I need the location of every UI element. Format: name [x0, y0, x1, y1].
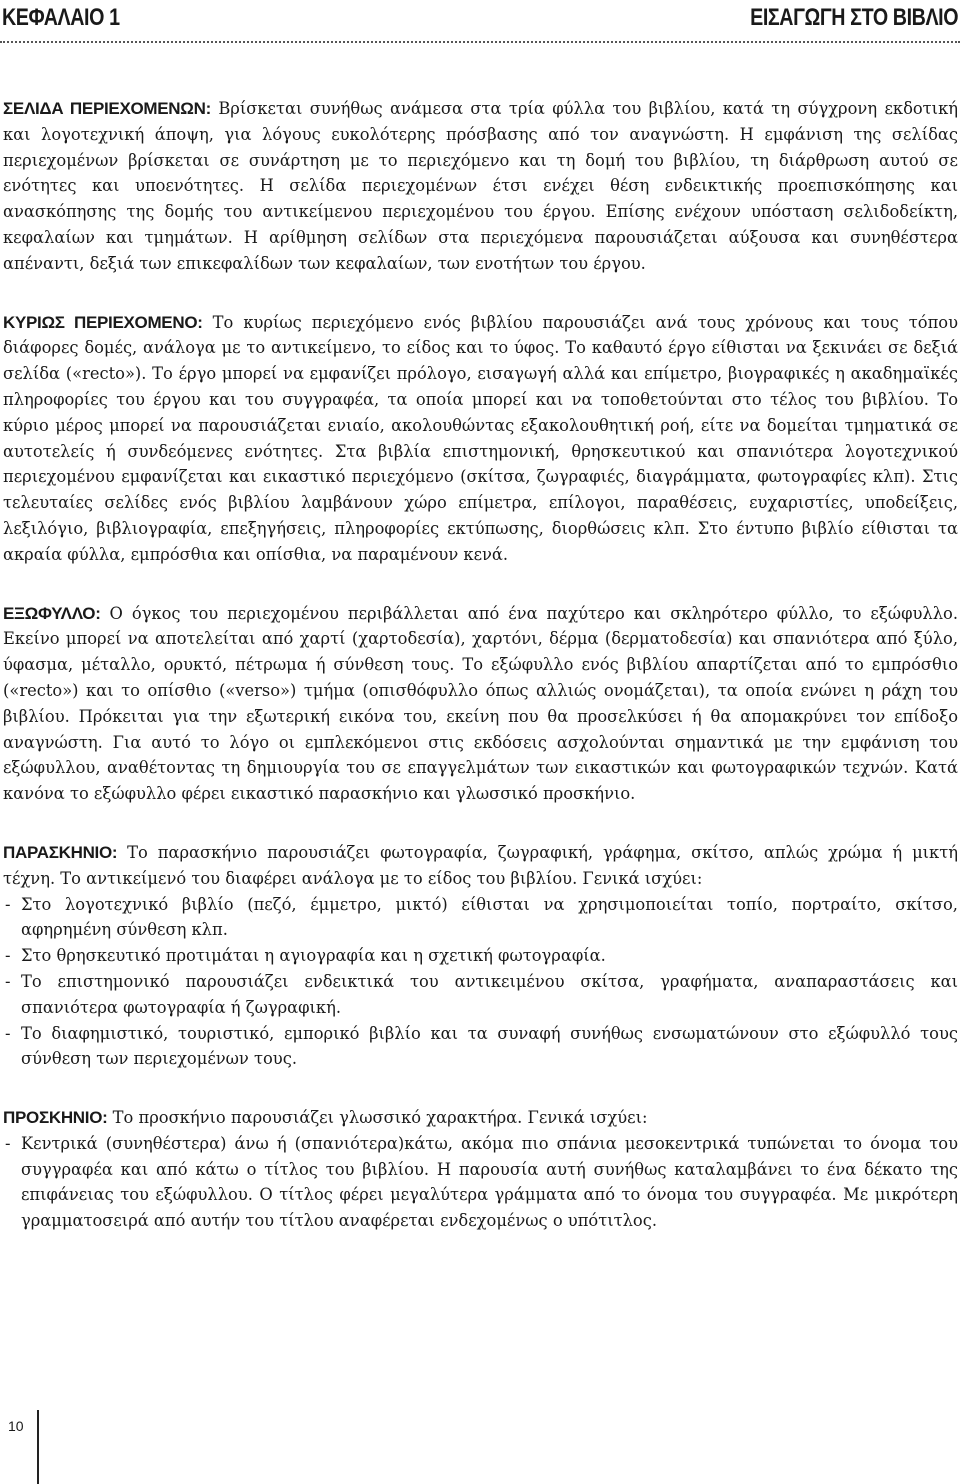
section-cover — [3, 601, 958, 807]
section-main-content — [3, 310, 958, 568]
chapter-label: ΚΕΦΑΛΑΙΟ 1 — [2, 4, 120, 31]
foreground-list — [3, 1131, 958, 1234]
list-item: - Στο θρησκευτικό προτιμάται η αγιογραφία και η σχετική φωτογραφία. — [3, 943, 958, 969]
list-dash: - — [5, 946, 11, 966]
running-header — [2, 4, 958, 38]
footer-divider — [37, 1410, 39, 1484]
section-foreground — [3, 1105, 958, 1234]
list-dash: - — [5, 894, 11, 914]
section-label: ΚΥΡΙΩΣ ΠΕΡΙΕΧΟΜΕΝΟ: — [3, 312, 203, 332]
section-text: Ο όγκος του περιεχομένου περιβάλλεται από ένα παχύτερο και σκληρότερο φύλλο, το εξώφυλλο. Εκείνο μπορεί να αποτελείται από χαρτί (χαρτοδεσία), χαρτόνι, δέρμα (δερματοδεσία) και σπανιότερα από ξύλο, ύφασμα, μέταλλο, ορυκτό, πέτρωμα ή σύνθεση τους. Το εξώφυλλο ενός βιβλίου απαρτίζεται από το εμπρόσθιο («recto») και το οπίσθιο («verso») τμήμα (οπισθόφυλλο όπως αλλιώς ονομάζεται), τα οποία ενώνει η ράχη του βιβλίου. Πρόκειται για την εξωτερική εικόνα του, εκείνη που θα προσελκύσει ή θα απομακρύνει τον επίδοξο αναγνώστη. Για αυτό το λόγο οι εμπλεκόμενοι στις εκδόσεις ασχολούνται σημαντικά με την εμφάνιση του εξώφυλλου, αναθέτοντας τη δημιουργία του σε επαγγελμάτων των εικαστικών και φωτογραφικών τεχνών. Κατά κανόνα το εξώφυλλο φέρει εικαστικό παρασκήνιο και γλωσσικό προσκήνιο. — [3, 603, 958, 804]
list-item: - Κεντρικά (συνηθέστερα) άνω ή (σπανιότερα)κάτω, ακόμα πιο σπάνια μεσοκεντρικά τυπώνεται το όνομα του συγγραφέα και από κάτω ο τίτλος του βιβλίου. Η παρουσία αυτή συνήθως καταλαμβάνει το ένα δέκατο της επιφάνειας του εξώφυλλου. Ο τίτλος φέρει μεγαλύτερα γράμματα από το όνομα του συγγραφέα. Με μικρότερη γραμματοσειρά από αυτήν του τίτλου αναφέρεται ενδεχομένως ο υπότιτλος. — [3, 1131, 958, 1234]
section-intro — [3, 1105, 958, 1131]
section-label: ΣΕΛΙΔΑ ΠΕΡΙΕΧΟΜΕΝΩΝ: — [3, 99, 211, 118]
list-item: - Το διαφημιστικό, τουριστικό, εμπορικό βιβλίο και τα συναφή συνήθως ενσωματώνουν στο εξώφυλλό τους σύνθεση των περιεχομένων τους. — [3, 1021, 958, 1073]
section-label: ΠΡΟΣΚΗΝΙΟ: — [3, 1108, 108, 1128]
section-contents-page — [3, 96, 958, 277]
list-dash: - — [5, 971, 11, 991]
section-text: Το κυρίως περιεχόμενο ενός βιβλίου παρουσιάζει ανά τους χρόνους και τους τόπου διάφορες δομές, ανάλογα με το αντικείμενο, το είδος και το ύφος. Το καθαυτό έργο είθισται να ξεκινάει σε δεξιά σελίδα («recto»). Το έργο μπορεί να εμφανίζει πρόλογο, εισαγωγή αλλά και επίμετρο, βιογραφικές η ακαδημαϊκές πληροφορίες του έργου και του συγγραφέα, τα οποία μπορεί και να τοποθετούνται στο τέλος του βιβλίου. Το κύριο μέρος μπορεί να παρουσιάζεται ενιαίο, ακολουθώντας εξακολουθητική ροή, είτε να δομείται τμηματικά σε αυτοτελείς ή συνδεόμενες ενότητες. Στα βιβλία επιστημονική, θρησκευτικού και σπανιότερα λογοτεχνικού περιεχομένου εμφανίζεται και εικαστικό περιεχόμενο (σκίτσα, ζωγραφιές, διαγράμματα, φωτογραφίες κλπ). Στις τελευταίες σελίδες ενός βιβλίου λαμβάνουν χώρο επίμετρα, επίλογοι, παραθέσεις, ευχαριστίες, υποδείξεις, λεξιλόγιο, βιβλιογραφία, επεξηγήσεις, πληροφορίες εκτύπωσης, διορθώσεις κλπ. Στο έντυπο βιβλίο είθισται τα ακραία φύλλα, εμπρόσθια και οπίσθια, να παραμένουν κενά. — [3, 312, 958, 564]
section-background — [3, 840, 958, 1072]
page-number: 10 — [8, 1418, 24, 1434]
section-text: Το παρασκήνιο παρουσιάζει φωτογραφία, ζωγραφική, γράφημα, σκίτσο, απλώς χρώμα ή μικτή τέχνη. Το αντικείμενό του διαφέρει ανάλογα με το είδος του βιβλίου. Γενικά ισχύει: — [3, 842, 958, 888]
section-text: Βρίσκεται συνήθως ανάμεσα στα τρία φύλλα του βιβλίου, κατά τη σύγχρονη εκδοτική και λογοτεχνική άποψη, για λόγους ευκολότερης πρόσβασης από τον αναγνώστη. Η εμφάνιση της σελίδας περιεχομένων βρίσκεται σε συνάρτηση με το περιεχόμενο και τη δομή του βιβλίου, τη διάρθρωση αυτού σε ενότητες και υποενότητες. Η σελίδα περιεχομένων έτσι ενέχει θέση ενδεικτικής προεπισκόπησης και ανασκόπησης της δομής του αντικείμενου περιεχομένου του έργου. Επίσης ενέχουν υπόσταση σελιδοδείκτη, κεφαλαίων και τμημάτων. Η αρίθμηση σελίδων στα περιεχόμενα παρουσιάζεται αύξουσα και συνηθέστερα απέναντι, δεξιά των επικεφαλίδων των κεφαλαίων, των ενοτήτων του έργου. — [3, 99, 958, 273]
page-body — [3, 96, 958, 1267]
list-item: - Το επιστημονικό παρουσιάζει ενδεικτικά του αντικειμένου σκίτσα, γραφήματα, αναπαραστάσεις και σπανιότερα φωτογραφία ή ζωγραφική. — [3, 969, 958, 1021]
section-text: Το προσκήνιο παρουσιάζει γλωσσικό χαρακτήρα. Γενικά ισχύει: — [107, 1108, 648, 1128]
section-intro — [3, 840, 958, 892]
section-label: ΠΑΡΑΣΚΗΝΙΟ: — [3, 842, 118, 862]
list-dash: - — [5, 1133, 11, 1153]
section-label: ΕΞΩΦΥΛΛΟ: — [3, 603, 101, 623]
background-list — [3, 892, 958, 1073]
header-divider — [0, 41, 960, 43]
list-item: - Στο λογοτεχνικό βιβλίο (πεζό, έμμετρο, μικτό) είθισται να χρησιμοποιείται τοπίο, πορτραίτο, σκίτσο, αφηρημένη σύνθεση κλπ. — [3, 892, 958, 944]
chapter-title: ΕΙΣΑΓΩΓΗ ΣΤΟ ΒΙΒΛΙΟ — [750, 4, 959, 31]
list-dash: - — [5, 1023, 11, 1043]
